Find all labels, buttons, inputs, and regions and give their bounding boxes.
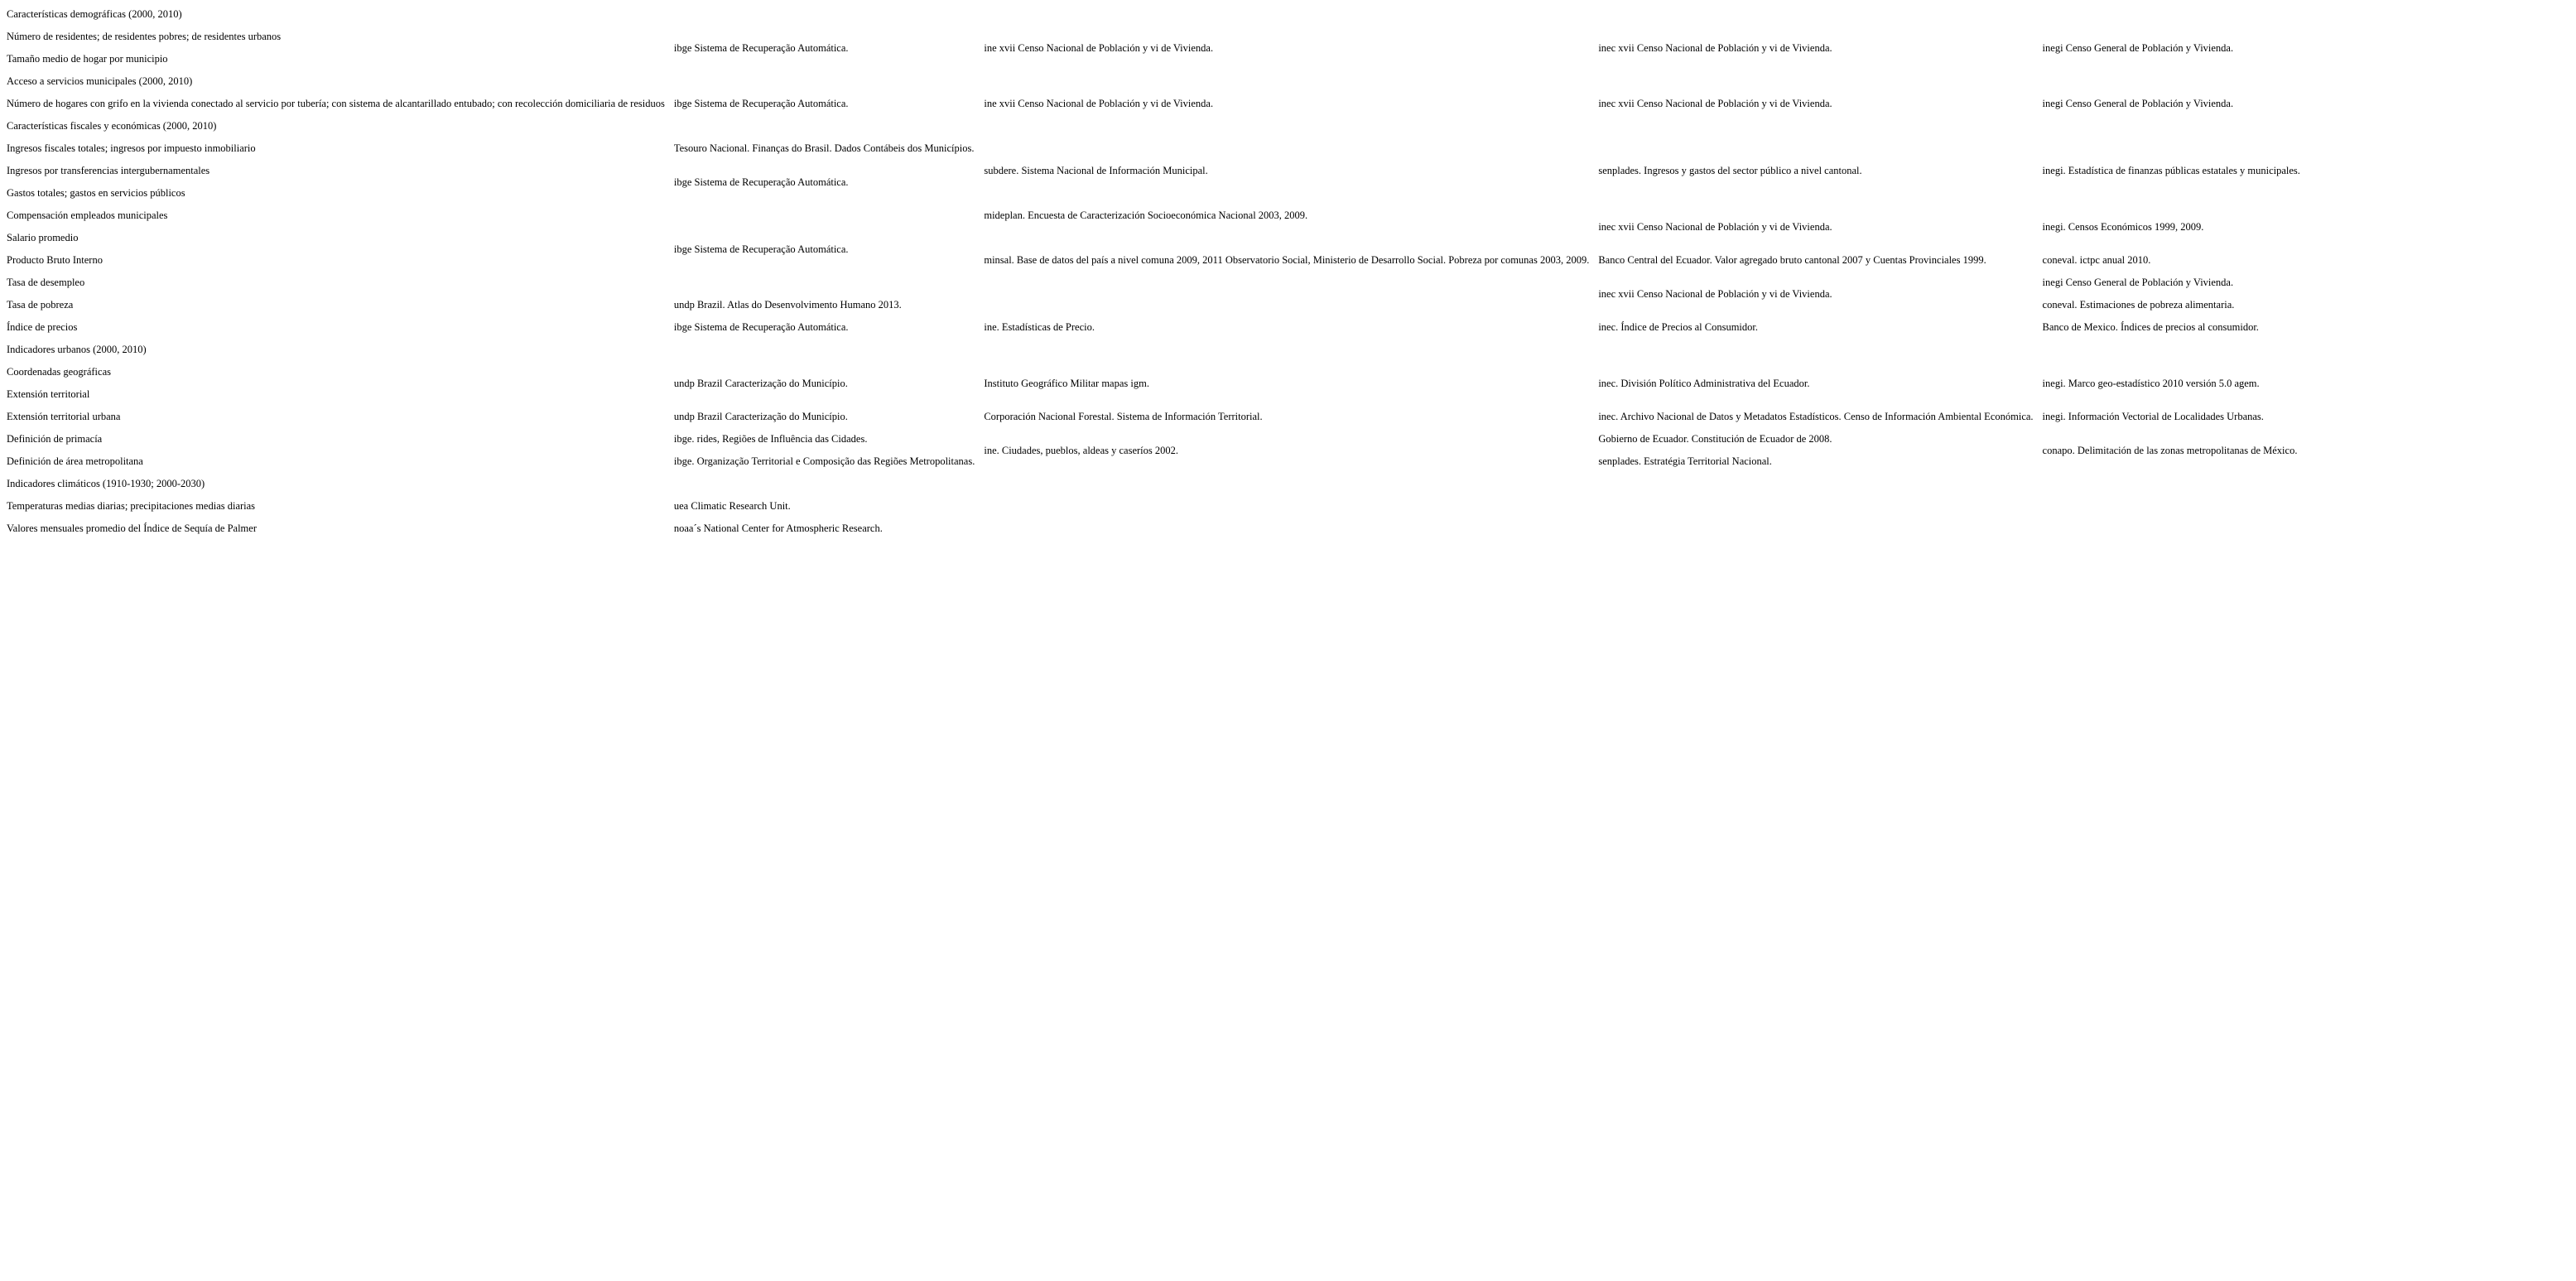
table-row [0, 361, 2303, 383]
data-sources-table [0, 3, 2303, 540]
ecuador-source-cell: inec xvii Censo Nacional de Población y vi de Vivienda. [1598, 287, 1832, 300]
mexico-source-cell: conapo. Delimitación de las zonas metropolitanas de México. [2042, 444, 2298, 456]
row-label: Acceso a servicios municipales (2000, 2010) [7, 75, 193, 87]
brazil-source-cell: ibge Sistema de Recuperação Automática. [673, 321, 849, 333]
row-label: Extensión territorial urbana [7, 411, 121, 422]
table-row [0, 428, 2303, 450]
empty-cell [1591, 518, 2035, 540]
empty-cell [667, 3, 978, 26]
row-label: Definición de área metropolitana [7, 455, 143, 467]
chile-source-cell: minsal. Base de datos del país a nivel comuna 2009, 2011 Observatorio Social, Ministerio de Desarrollo Social. Pobreza por comunas 2003, 2009. [984, 254, 1590, 266]
row-label: Tasa de pobreza [7, 299, 74, 311]
table-body [0, 3, 2303, 540]
chile-source-cell: ine. Ciudades, pueblos, aldeas y caseríos 2002. [984, 444, 1179, 456]
row-label: Tasa de desempleo [7, 277, 85, 288]
mexico-source-cell: inegi. Estadística de finanzas públicas estatales y municipales. [2042, 165, 2300, 176]
empty-cell [2036, 115, 2303, 137]
chile-source-cell: ine xvii Censo Nacional de Población y vi de Vivienda. [984, 98, 1214, 109]
brazil-source-cell: ibge. Organização Territorial e Composição das Regiões Metropolitanas. [673, 455, 975, 467]
brazil-source-cell: undp Brazil Caracterização do Município. [673, 377, 848, 389]
empty-cell [1591, 495, 2035, 518]
ecuador-source-cell: inec. Índice de Precios al Consumidor. [1598, 321, 1758, 333]
empty-cell [977, 495, 1591, 518]
brazil-source-cell: ibge Sistema de Recuperação Automática. [673, 98, 849, 109]
table-row [0, 316, 2303, 339]
empty-cell [667, 272, 978, 294]
mexico-source-cell: coneval. ictpc anual 2010. [2042, 254, 2151, 266]
empty-cell [667, 115, 978, 137]
row-label: Salario promedio [7, 232, 79, 243]
row-label: Número de residentes; de residentes pobres; de residentes urbanos [7, 31, 282, 42]
brazil-source-cell: undp Brazil Caracterização do Município. [673, 411, 848, 422]
row-label: Coordenadas geográficas [7, 366, 111, 378]
table-row [0, 495, 2303, 518]
mexico-source-cell: coneval. Estimaciones de pobreza alimentaria. [2042, 299, 2235, 311]
empty-cell [1591, 3, 2035, 26]
ecuador-source-cell: senplades. Ingresos y gastos del sector público a nivel cantonal. [1598, 165, 1862, 176]
row-label: Indicadores climáticos (1910-1930; 2000-2030) [7, 478, 205, 489]
row-label: Gastos totales; gastos en servicios públicos [7, 187, 185, 199]
table-row [0, 26, 2303, 48]
brazil-source-cell: ibge Sistema de Recuperação Automática. [673, 41, 849, 54]
mexico-source-cell: inegi Censo General de Población y Vivienda. [2042, 41, 2234, 54]
row-label: Valores mensuales promedio del Índice de Sequía de Palmer [7, 523, 257, 534]
row-label: Ingresos por transferencias intergubernamentales [7, 165, 210, 176]
table-row [0, 93, 2303, 115]
table-row [0, 115, 2303, 137]
ecuador-source-cell: senplades. Estratégia Territorial Nacional. [1598, 455, 1772, 467]
row-label: Tamaño medio de hogar por municipio [7, 53, 168, 65]
chile-source-cell: Instituto Geográfico Militar mapas igm. [984, 377, 1149, 389]
empty-cell [1591, 473, 2035, 495]
empty-cell [977, 115, 1591, 137]
empty-cell [2036, 518, 2303, 540]
mexico-source-cell: inegi. Información Vectorial de Localidades Urbanas. [2042, 411, 2264, 422]
mexico-source-cell: inegi. Censos Económicos 1999, 2009. [2042, 220, 2204, 233]
empty-cell [2036, 339, 2303, 361]
empty-cell [977, 70, 1591, 93]
row-label: Compensación empleados municipales [7, 209, 168, 221]
table-row [0, 70, 2303, 93]
row-label: Número de hogares con grifo en la vivienda conectado al servicio por tubería; con sistema de alcantarillado entubado; con recolección domiciliaria de residuos [7, 98, 665, 109]
mexico-source-cell: Banco de Mexico. Índices de precios al consumidor. [2042, 321, 2259, 333]
row-label: Características demográficas (2000, 2010) [7, 8, 182, 20]
row-label: Ingresos fiscales totales; ingresos por impuesto inmobiliario [7, 142, 256, 154]
ecuador-source-cell: inec. División Político Administrativa del Ecuador. [1598, 377, 1810, 389]
chile-source-cell: ine. Estadísticas de Precio. [984, 321, 1095, 333]
mexico-source-cell: inegi Censo General de Población y Vivienda. [2042, 98, 2234, 109]
row-label: Indicadores urbanos (2000, 2010) [7, 344, 147, 355]
table-row [0, 339, 2303, 361]
table-row [0, 406, 2303, 428]
row-label: Características fiscales y económicas (2000, 2010) [7, 120, 217, 132]
ecuador-source-cell: inec xvii Censo Nacional de Población y vi de Vivienda. [1598, 41, 1832, 54]
brazil-source-cell: noaa´s National Center for Atmospheric Research. [673, 523, 883, 534]
table-row [0, 3, 2303, 26]
empty-cell [667, 473, 978, 495]
row-label: Temperaturas medias diarias; precipitaciones medias diarias [7, 500, 256, 512]
brazil-source-cell: Tesouro Nacional. Finanças do Brasil. Dados Contábeis dos Municípios. [673, 142, 975, 154]
empty-cell [667, 339, 978, 361]
ecuador-source-cell: inec. Archivo Nacional de Datos y Metadatos Estadísticos. Censo de Información Ambiental Económica. [1598, 411, 2034, 422]
brazil-source-cell: ibge. rides, Regiões de Influência das Cidades. [673, 433, 868, 445]
empty-cell [2036, 495, 2303, 518]
brazil-source-cell: ibge Sistema de Recuperação Automática. [673, 243, 849, 255]
table-row [0, 473, 2303, 495]
mexico-source-cell: inegi. Marco geo-estadístico 2010 versión 5.0 agem. [2042, 377, 2260, 389]
brazil-source-cell: undp Brazil. Atlas do Desenvolvimento Humano 2013. [673, 299, 902, 311]
empty-cell [2036, 3, 2303, 26]
row-label: Índice de precios [7, 321, 78, 333]
brazil-source-cell: ibge Sistema de Recuperação Automática. [673, 176, 849, 188]
empty-cell [2036, 70, 2303, 93]
chile-source-cell: ine xvii Censo Nacional de Población y vi de Vivienda. [984, 41, 1214, 54]
row-label: Producto Bruto Interno [7, 254, 103, 266]
empty-cell [977, 339, 1591, 361]
mexico-source-cell: inegi Censo General de Población y Vivienda. [2042, 277, 2234, 288]
ecuador-source-cell: Banco Central del Ecuador. Valor agregado bruto cantonal 2007 y Cuentas Provinciales 1999. [1598, 254, 1986, 266]
table-row [0, 205, 2303, 227]
brazil-source-cell: uea Climatic Research Unit. [673, 500, 791, 512]
table-row [0, 137, 2303, 160]
empty-cell [977, 518, 1591, 540]
empty-cell [977, 473, 1591, 495]
empty-cell [2036, 473, 2303, 495]
row-label: Definición de primacía [7, 433, 103, 445]
empty-cell [1591, 339, 2035, 361]
chile-source-cell: Corporación Nacional Forestal. Sistema de Información Territorial. [984, 411, 1263, 422]
chile-source-cell: subdere. Sistema Nacional de Información Municipal. [984, 165, 1208, 176]
ecuador-source-cell: inec xvii Censo Nacional de Población y vi de Vivienda. [1598, 220, 1832, 233]
ecuador-source-cell: inec xvii Censo Nacional de Población y vi de Vivienda. [1598, 98, 1832, 109]
table-row [0, 518, 2303, 540]
empty-cell [1591, 70, 2035, 93]
empty-cell [667, 205, 978, 227]
row-label: Extensión territorial [7, 388, 90, 400]
empty-cell [977, 294, 1591, 316]
empty-cell [977, 3, 1591, 26]
ecuador-source-cell: Gobierno de Ecuador. Constitución de Ecuador de 2008. [1598, 433, 1832, 445]
chile-source-cell: mideplan. Encuesta de Caracterización Socioeconómica Nacional 2003, 2009. [984, 209, 1308, 221]
empty-cell [667, 70, 978, 93]
empty-cell [1591, 115, 2035, 137]
